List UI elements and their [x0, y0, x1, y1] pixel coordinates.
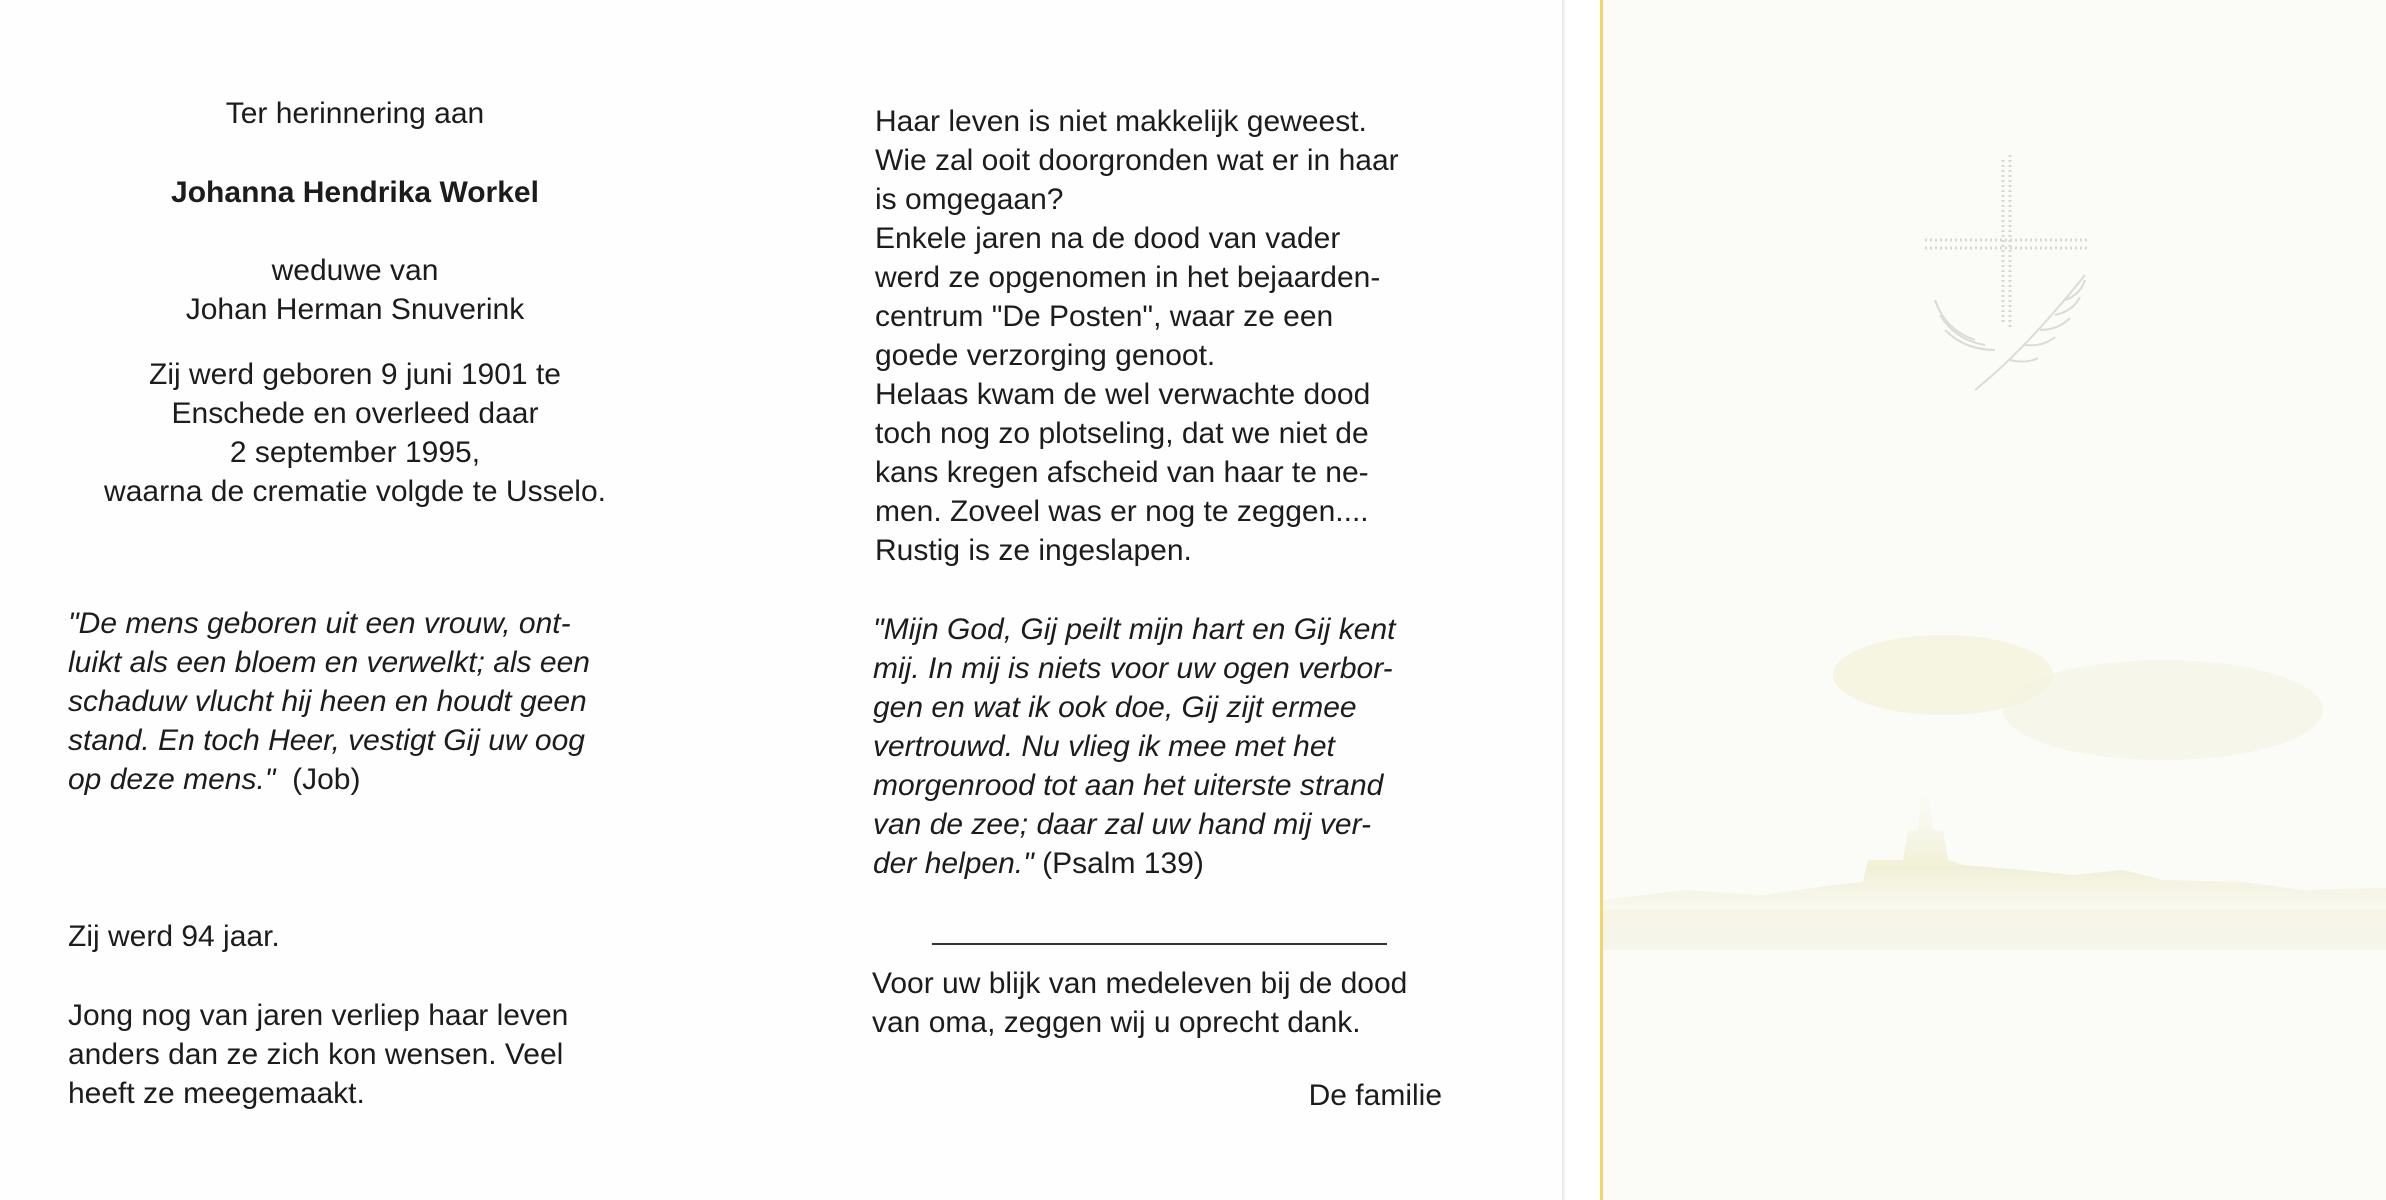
- story-line: Enkele jaren na de dood van vader: [875, 222, 1341, 255]
- psalm-line: mij. In mij is niets voor uw ogen verbor-: [873, 652, 1393, 685]
- thanks-text: [872, 964, 1447, 1042]
- thanks-line: van oma, zeggen wij u oprecht dank.: [872, 1006, 1361, 1039]
- spouse-name: Johan Herman Snuverink: [185, 293, 525, 326]
- thanks-line: Voor uw blijk van medeleven bij de dood: [872, 967, 1408, 1000]
- life-line: heeft ze meegemaakt.: [68, 1077, 365, 1110]
- cross-with-palm-branch-icon: [1915, 150, 2095, 400]
- job-quote-line: schaduw vlucht hij heen en houdt geen: [68, 685, 587, 718]
- story-line: Helaas kwam de wel verwachte dood: [875, 378, 1371, 411]
- age-text: [68, 917, 642, 956]
- birth-death-line: waarna de crematie volgde te Usselo.: [104, 475, 606, 508]
- life-story: [875, 102, 1447, 570]
- psalm-line: gen en wat ik ook doe, Gij zijt ermee: [873, 691, 1357, 724]
- story-line: Haar leven is niet makkelijk geweest.: [875, 105, 1367, 138]
- memorial-header: [70, 94, 640, 511]
- memorial-intro: Ter herinnering aan: [225, 97, 485, 130]
- psalm-line: van de zee; daar zal uw hand mij ver-: [873, 808, 1372, 841]
- job-quote-line: luikt als een bloem en verwelkt; als een: [68, 646, 590, 679]
- job-quote-line: stand. En toch Heer, vestigt Gij uw oog: [68, 724, 585, 757]
- birth-death-line: 2 september 1995,: [229, 436, 481, 469]
- job-quote-source: (Job): [292, 763, 361, 796]
- story-line: is omgegaan?: [875, 183, 1064, 216]
- story-line: Rustig is ze ingeslapen.: [875, 534, 1192, 567]
- psalm-quote: [873, 610, 1447, 883]
- job-quote-last: op deze mens.": [68, 763, 276, 796]
- story-line: centrum "De Posten", waar ze een: [875, 300, 1334, 333]
- widow-of-label: weduwe van: [271, 254, 439, 287]
- psalm-line: vertrouwd. Nu vlieg ik mee met het: [873, 730, 1335, 763]
- card-fold: [1562, 0, 1565, 1200]
- job-quote-line: "De mens geboren uit een vrouw, ont-: [68, 607, 571, 640]
- birth-death-line: Zij werd geboren 9 juni 1901 te: [149, 358, 561, 391]
- birth-death-line: Enschede en overleed daar: [171, 397, 539, 430]
- psalm-line: "Mijn God, Gij peilt mijn hart en Gij kent: [873, 613, 1396, 646]
- psalm-line: [873, 844, 1447, 883]
- job-quote: [68, 604, 642, 799]
- age-line: Zij werd 94 jaar.: [68, 920, 280, 953]
- life-line: Jong nog van jaren verliep haar leven: [68, 999, 569, 1032]
- story-line: goede verzorging genoot.: [875, 339, 1216, 372]
- life-line: anders dan ze zich kon wensen. Veel: [68, 1038, 564, 1071]
- story-line: werd ze opgenomen in het bejaarden-: [875, 261, 1381, 294]
- story-line: toch nog zo plotseling, dat we niet de: [875, 417, 1369, 450]
- psalm-line: morgenrood tot aan het uiterste strand: [873, 769, 1384, 802]
- story-line: kans kregen afscheid van haar te ne-: [875, 456, 1369, 489]
- signature-text: De familie: [1308, 1079, 1442, 1112]
- job-quote-line: [68, 760, 642, 799]
- story-line: men. Zoveel was er nog te zeggen....: [875, 495, 1369, 528]
- divider-line: [932, 943, 1387, 945]
- life-paragraph: [68, 996, 642, 1113]
- village-church-skyline-icon: [1603, 620, 2386, 960]
- deceased-name: Johanna Hendrika Workel: [171, 176, 539, 209]
- psalm-quote-last: der helpen.": [873, 847, 1034, 880]
- signature: [872, 1076, 1442, 1115]
- psalm-quote-source: (Psalm 139): [1042, 847, 1204, 880]
- story-line: Wie zal ooit doorgronden wat er in haar: [875, 144, 1399, 177]
